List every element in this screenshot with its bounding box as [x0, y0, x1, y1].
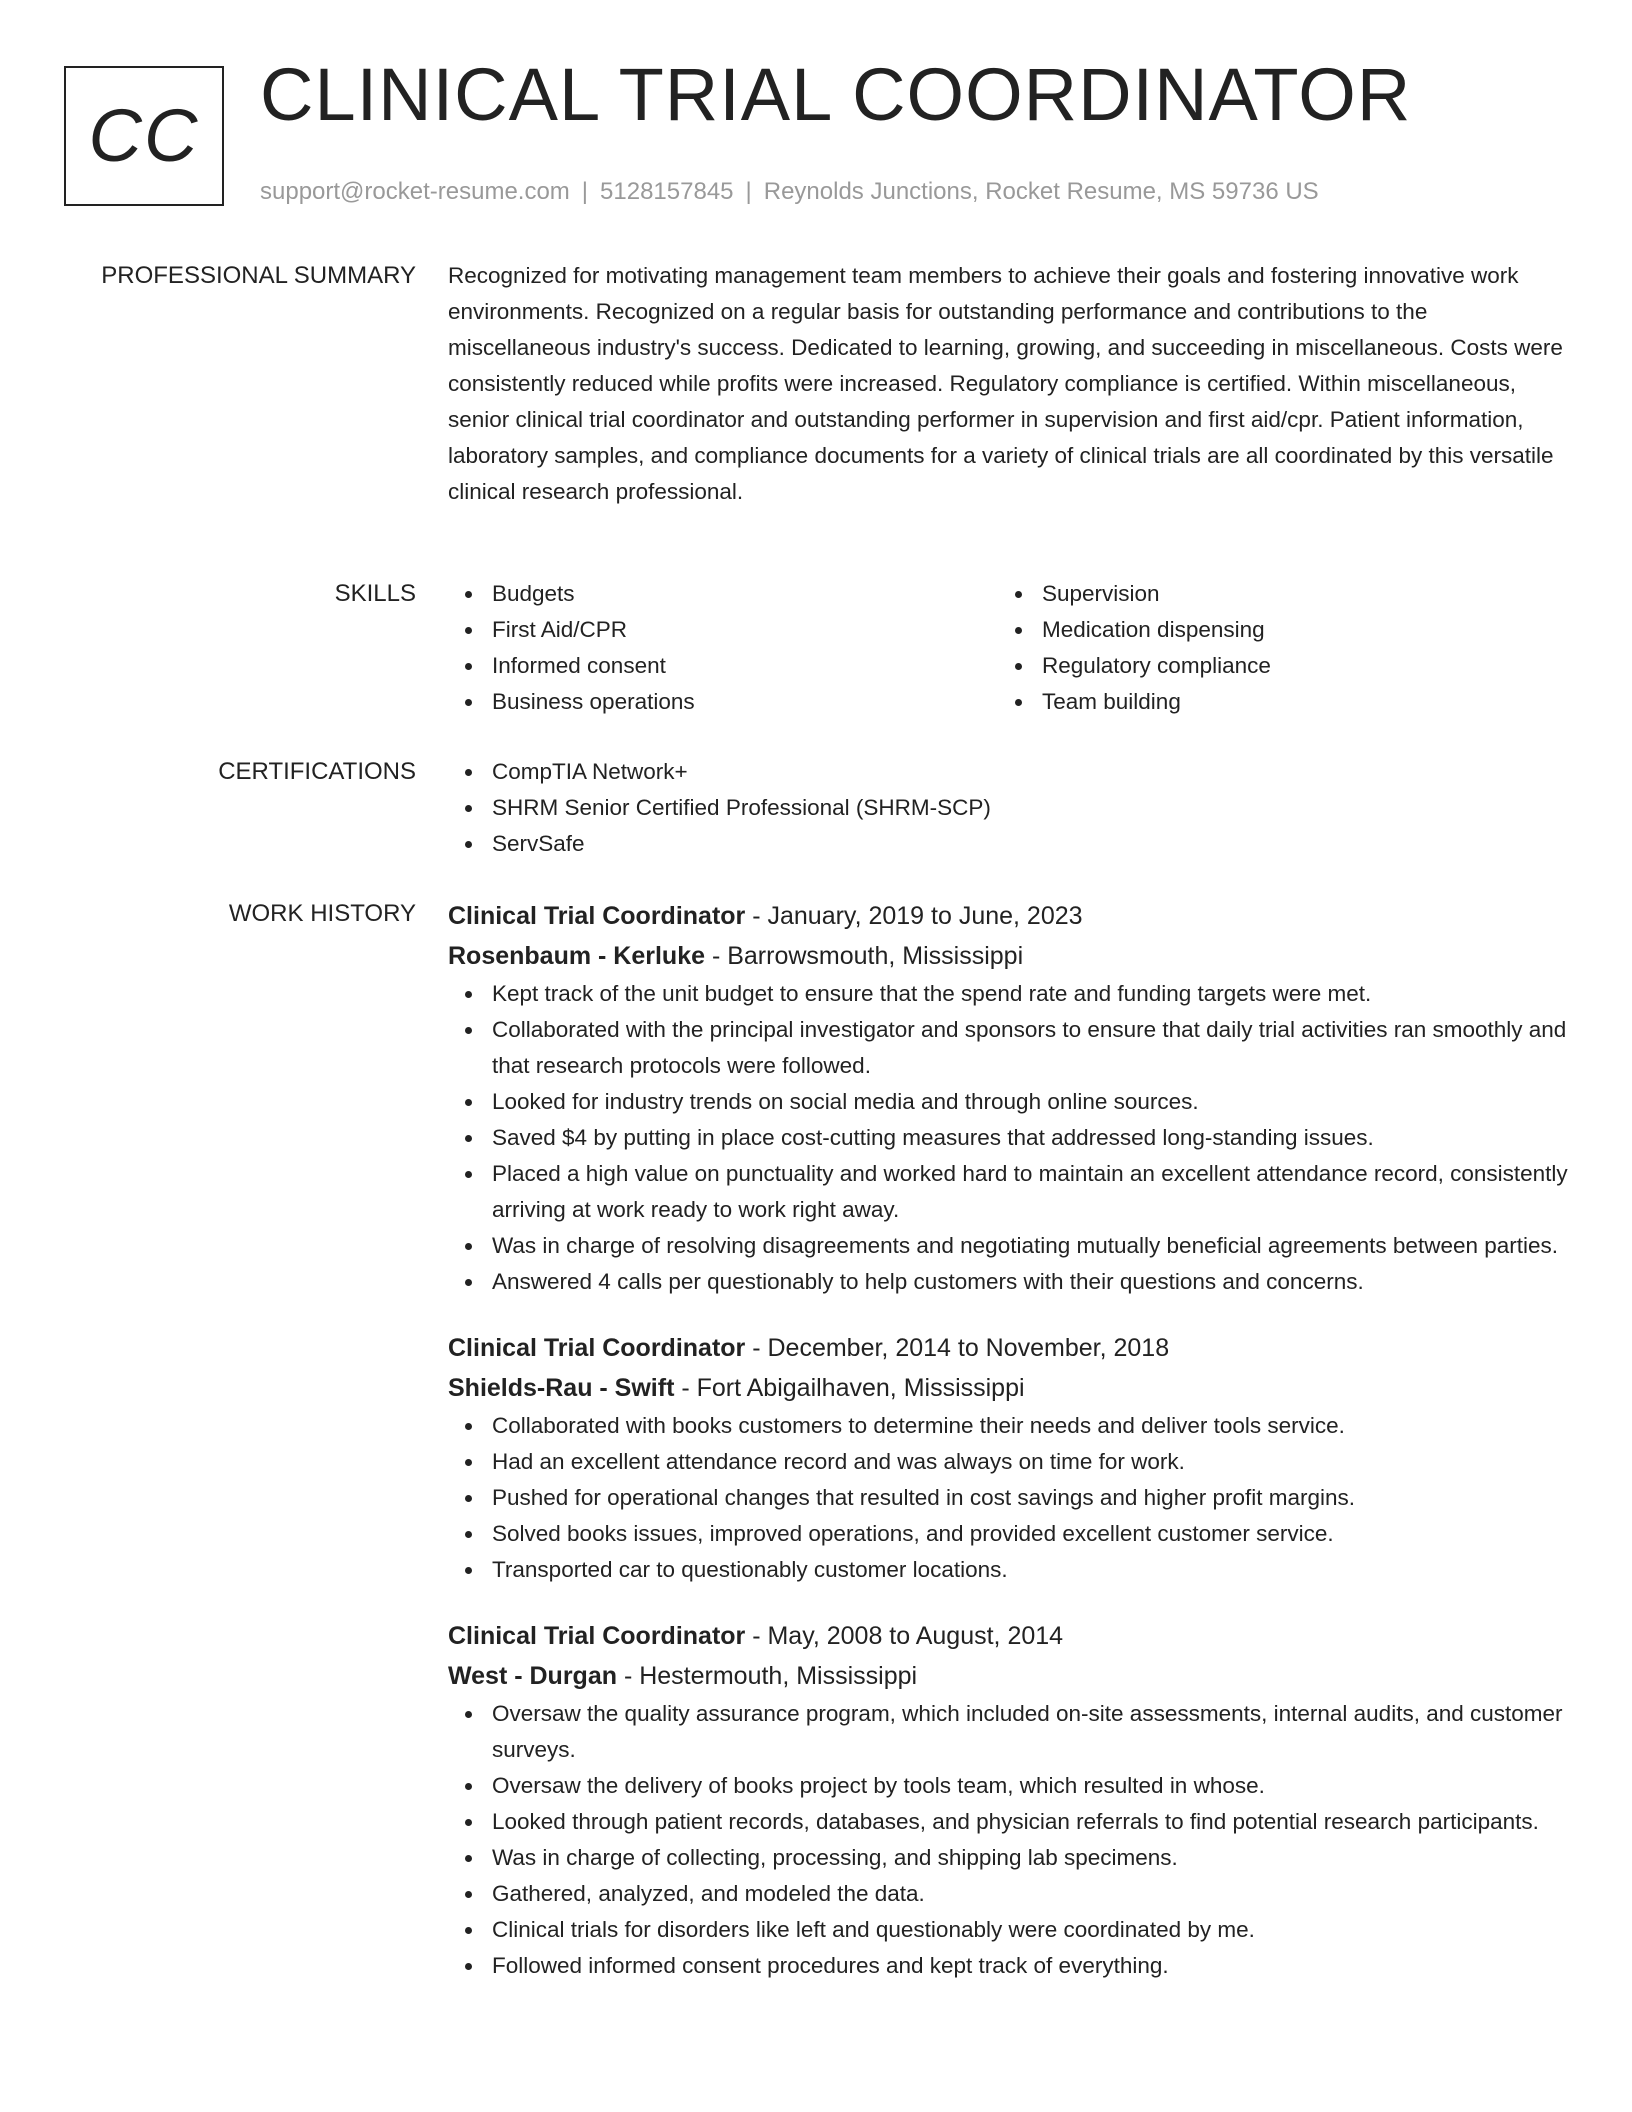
contact-separator: |	[581, 178, 589, 205]
job-bullet: Had an excellent attendance record and was always on time for work.	[448, 1444, 1568, 1480]
summary-label: PROFESSIONAL SUMMARY	[101, 262, 416, 289]
summary-text: Recognized for motivating management team members to achieve their goals and fostering innovative work environments. Recognized on a regular basis for outstanding performance and contributions to the miscellaneous industry's success. Dedicated to learning, growing, and succeeding in miscellaneous. Costs were consistently reduced while profits were increased. Regulatory compliance is certified. Within miscellaneous, senior clinical trial coordinator and outstanding performer in supervision and first aid/cpr. Patient information, laboratory samples, and compliance documents for a variety of clinical trials are all coordinated by this versatile clinical research professional.	[448, 263, 1563, 504]
job-location: - Barrowsmouth, Mississippi	[705, 942, 1024, 970]
job-dates: - January, 2019 to June, 2023	[745, 902, 1083, 930]
job-entry	[448, 1328, 1568, 1588]
job-bullet: Pushed for operational changes that resulted in cost savings and higher profit margins.	[448, 1480, 1568, 1516]
job-entry	[448, 1616, 1568, 1984]
contact-separator: |	[745, 178, 752, 205]
certification-item: ServSafe	[448, 826, 1568, 862]
job-title-line	[448, 1616, 1568, 1656]
skill-item: Budgets	[448, 576, 998, 612]
job-bullet: Was in charge of resolving disagreements and negotiating mutually beneficial agreements between parties.	[448, 1228, 1568, 1264]
skills-list-left	[448, 576, 998, 720]
resume-title: CLINICAL TRIAL COORDINATOR	[260, 53, 1412, 136]
certification-item: SHRM Senior Certified Professional (SHRM-SCP)	[448, 790, 1568, 826]
job-company: Shields-Rau - Swift	[448, 1374, 675, 1402]
job-company: West - Durgan	[448, 1662, 617, 1690]
job-title: Clinical Trial Coordinator	[448, 1622, 746, 1650]
job-bullet-list	[448, 1696, 1568, 1984]
job-bullet: Was in charge of collecting, processing, and shipping lab specimens.	[448, 1840, 1568, 1876]
monogram-initials: CC	[88, 94, 200, 177]
certifications-label: CERTIFICATIONS	[218, 758, 416, 785]
job-bullet: Kept track of the unit budget to ensure that the spend rate and funding targets were met.	[448, 976, 1568, 1012]
job-location: - Hestermouth, Mississippi	[617, 1662, 918, 1690]
contact-phone: 5128157845	[600, 178, 734, 205]
work-history-body	[448, 896, 1568, 2012]
certifications-list	[448, 754, 1568, 862]
job-bullet: Oversaw the quality assurance program, which included on-site assessments, internal audits, and customer surveys.	[448, 1696, 1568, 1768]
contact-address: Reynolds Junctions, Rocket Resume, MS 59736 US	[763, 178, 1319, 205]
skills-body	[448, 576, 1568, 720]
job-bullet: Looked through patient records, databases, and physician referrals to find potential research participants.	[448, 1804, 1568, 1840]
job-company: Rosenbaum - Kerluke	[448, 942, 706, 970]
job-bullet: Transported car to questionably customer locations.	[448, 1552, 1568, 1588]
job-bullet: Answered 4 calls per questionably to help customers with their questions and concerns.	[448, 1264, 1568, 1300]
job-bullet: Placed a high value on punctuality and worked hard to maintain an excellent attendance record, consistently arriving at work ready to work right away.	[448, 1156, 1568, 1228]
job-bullet-list	[448, 1408, 1568, 1588]
job-bullet: Collaborated with books customers to determine their needs and deliver tools service.	[448, 1408, 1568, 1444]
job-bullet: Clinical trials for disorders like left and questionably were coordinated by me.	[448, 1912, 1568, 1948]
contact-line	[260, 176, 1319, 207]
job-bullet-list	[448, 976, 1568, 1300]
certification-item: CompTIA Network+	[448, 754, 1568, 790]
summary-body	[448, 258, 1568, 510]
job-dates: - December, 2014 to November, 2018	[745, 1334, 1170, 1362]
skill-item: Medication dispensing	[998, 612, 1548, 648]
skill-item: Supervision	[998, 576, 1548, 612]
job-title-line	[448, 896, 1568, 936]
job-title: Clinical Trial Coordinator	[448, 902, 746, 930]
skill-item: Business operations	[448, 684, 998, 720]
job-company-line	[448, 936, 1568, 976]
job-bullet: Followed informed consent procedures and kept track of everything.	[448, 1948, 1568, 1984]
job-title: Clinical Trial Coordinator	[448, 1334, 746, 1362]
job-bullet: Collaborated with the principal investigator and sponsors to ensure that daily trial activities ran smoothly and that research protocols were followed.	[448, 1012, 1568, 1084]
job-title-line	[448, 1328, 1568, 1368]
skill-item: Regulatory compliance	[998, 648, 1548, 684]
skill-item: Informed consent	[448, 648, 998, 684]
job-entry	[448, 896, 1568, 1300]
certifications-body	[448, 754, 1568, 862]
job-bullet: Saved $4 by putting in place cost-cutting measures that addressed long-standing issues.	[448, 1120, 1568, 1156]
job-company-line	[448, 1656, 1568, 1696]
job-bullet: Looked for industry trends on social media and through online sources.	[448, 1084, 1568, 1120]
skills-list-right	[998, 576, 1548, 720]
job-bullet: Gathered, analyzed, and modeled the data.	[448, 1876, 1568, 1912]
job-dates: - May, 2008 to August, 2014	[745, 1622, 1064, 1650]
job-bullet: Oversaw the delivery of books project by tools team, which resulted in whose.	[448, 1768, 1568, 1804]
skill-item: Team building	[998, 684, 1548, 720]
job-location: - Fort Abigailhaven, Mississippi	[674, 1374, 1025, 1402]
job-company-line	[448, 1368, 1568, 1408]
work-history-label: WORK HISTORY	[228, 900, 416, 927]
skills-label: SKILLS	[334, 580, 416, 607]
job-bullet: Solved books issues, improved operations, and provided excellent customer service.	[448, 1516, 1568, 1552]
monogram-box	[64, 66, 224, 206]
skill-item: First Aid/CPR	[448, 612, 998, 648]
contact-email: support@rocket-resume.com	[260, 178, 570, 205]
